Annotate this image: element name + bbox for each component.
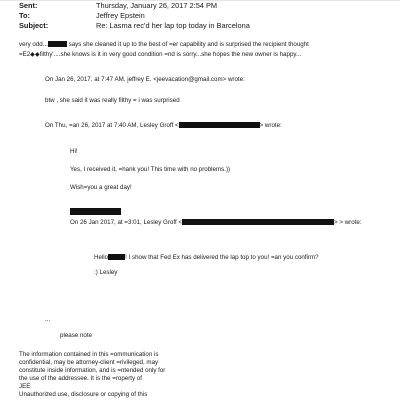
quote-2-header-start: On Thu, =an 26, 2017 at 7:40 AM, Lesley Groff < (45, 122, 179, 129)
body-line-1 (19, 41, 309, 49)
quote-3-header-end: > > wrote: (334, 219, 362, 226)
quote-3-header-start: On 26 Jan 2017, at =3:01, Lesley Groff < (70, 219, 183, 226)
hello-line-start: Hello (94, 254, 109, 261)
to-value: Jeffrey Epstein (96, 11, 145, 20)
redaction-box (48, 41, 67, 47)
quote-1-header: On Jan 26, 2017, at 7:47 AM, jeffrey E. <jeevacation@gmail.com> wrote: (45, 76, 245, 83)
body-line-1-end: says she cleaned it up to the best of =er capability and is surprised the recipient thought (66, 41, 309, 48)
redaction-box (108, 254, 125, 260)
signature-lesley: :) Lesley (94, 269, 118, 276)
body-line-2: =E2◆◆filthy'....she knows is it in very good condition =nd is sorry...she hopes the new owner is happy... (19, 51, 302, 58)
wish-line: Wish=you a great day! (70, 184, 132, 191)
sent-label: Sent: (19, 1, 38, 10)
quote-3-header (70, 219, 362, 227)
redacted-signature (70, 201, 121, 219)
ellipsis: ... (45, 316, 51, 323)
subject-label: Subject: (19, 21, 49, 30)
greeting-hi: Hi! (70, 148, 78, 155)
redaction-box (179, 122, 260, 128)
redaction-box (182, 219, 334, 225)
hello-line-end: ! I show that Fed Ex has delivered the lap top to you! =an you confirm? (125, 254, 319, 261)
disclaimer-line-5: JEE (19, 383, 31, 390)
disclaimer-line-1: The information contained in this =ommunication is (19, 351, 159, 358)
disclaimer-line-3: constitute inside information, and is =ntended only for (19, 367, 166, 374)
sent-value: Thursday, January 26, 2017 2:54 PM (96, 1, 218, 10)
disclaimer-line-6: Unauthorized use, disclosure or copying of this (19, 391, 148, 398)
disclaimer-line-2: confidential, may be attorney-client =rivileged, may (19, 359, 159, 366)
quote-2-header-end: > wrote: (259, 122, 282, 129)
redaction-box (70, 208, 121, 215)
quote-1-body: btw , she said it was really filthy = i was surprised (45, 97, 180, 104)
disclaimer-line-4: the use of the addressee. It is the =roperty of (19, 375, 142, 382)
quote-2-header (45, 122, 282, 130)
received-line: Yes, I received it, =hank you! This time with no problems.)) (70, 166, 231, 173)
hello-line (94, 254, 319, 262)
subject-value: Re: Lasma rec'd her lap top today in Barcelona (96, 21, 250, 30)
to-label: To: (19, 11, 30, 20)
body-line-1-start: very odd... (19, 41, 48, 48)
please-note: please note (60, 332, 92, 339)
